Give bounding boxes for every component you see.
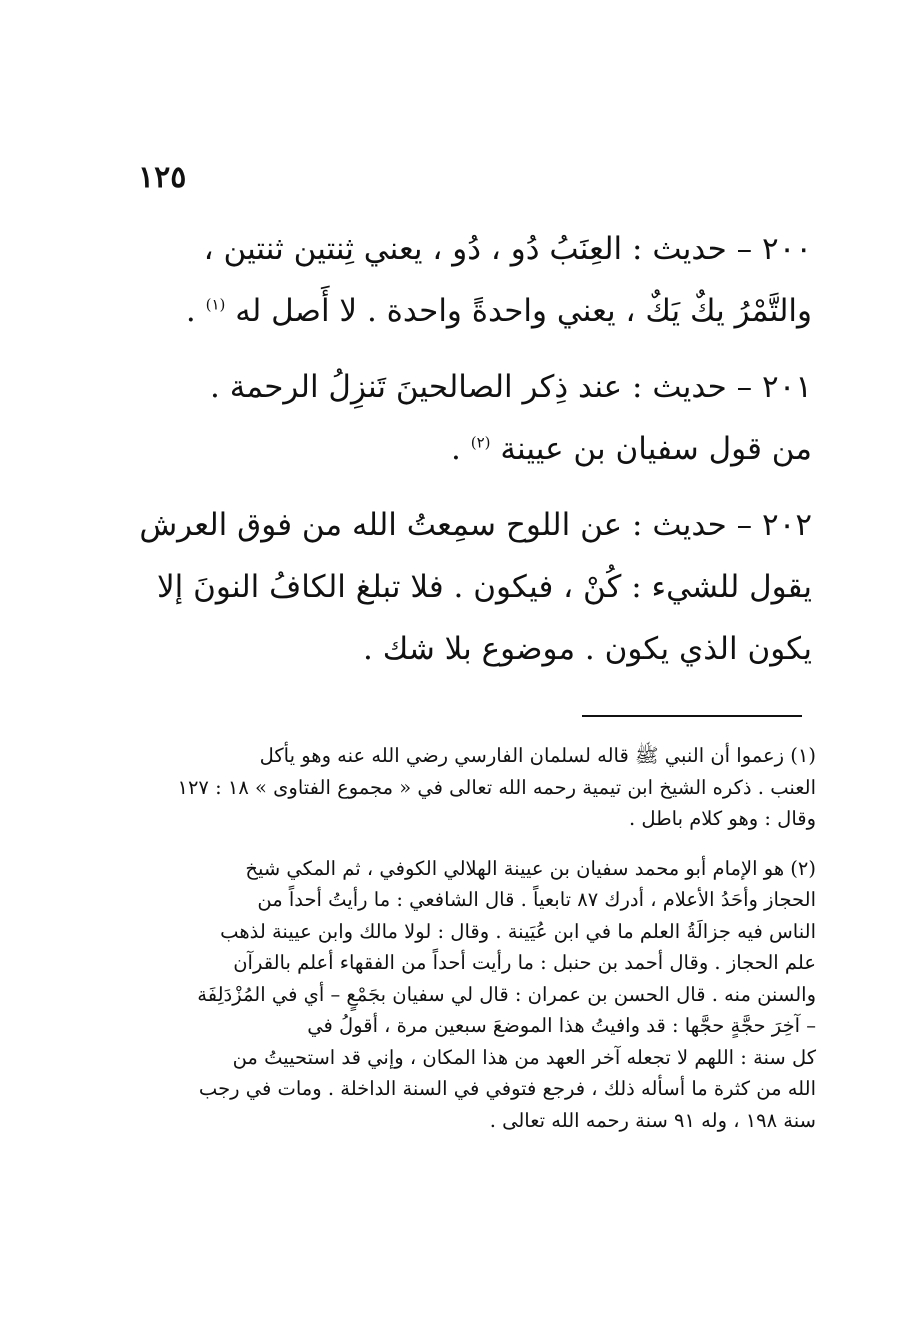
footnote-1 (128, 740, 816, 835)
text-segment: من قول سفيان بن عيينة (500, 431, 812, 467)
text-segment: . (451, 431, 471, 467)
text-segment: والتَّمْرُ يكٌ يَكٌ ، يعني واحدةً واحدة . لا أَصل له (235, 293, 812, 329)
text-line: ٢٠٢ – حديث : عن اللوح سمِعتُ الله من فوق العرش (139, 507, 812, 543)
text-line: ٢٠٠ – حديث : العِنَبُ دُو ، دُو ، يعني ثِنتين ثنتين ، (203, 231, 812, 267)
footnote-line: – آخِرَ حجَّةٍ حجَّها : قد وافيتُ هذا الموضعَ سبعين مرة ، أقولُ في (307, 1014, 816, 1037)
footnote-line: سنة ١٩٨ ، وله ٩١ سنة رحمه الله تعالى . (489, 1108, 816, 1132)
footnotes (128, 740, 816, 1136)
text-line: يكون الذي يكون . موضوع بلا شك . (362, 631, 812, 667)
text-line: يقول للشيء : كُنْ ، فيكون . فلا تبلغ الكافُ النونَ إلا (156, 569, 812, 605)
footnote-line: علم الحجاز . وقال أحمد بن حنبل : ما رأيت أحداً من الفقهاء أعلم بالقرآن (233, 951, 816, 974)
page-number: ١٢٥ (138, 160, 187, 195)
hadith-entry-200 (112, 218, 812, 342)
footnote-line: (١) زعموا أن النبي ﷺ قاله لسلمان الفارسي رضي الله عنه وهو يأكل (259, 744, 816, 767)
footnote-line: كل سنة : اللهم لا تجعله آخر العهد من هذا المكان ، وإني قد استحييتُ من (232, 1045, 816, 1069)
hadith-entry-202 (112, 494, 812, 680)
text-line (112, 280, 812, 342)
footnote-line: الله من كثرة ما أسأله ذلك ، فرجع فتوفي في السنة الداخلة . ومات في رجب (198, 1077, 816, 1100)
text-line: ٢٠١ – حديث : عند ذِكر الصالحينَ تَنزِلُ الرحمة . (209, 369, 812, 405)
footnote-ref: (٢) (470, 433, 491, 452)
footnote-line: وقال : وهو كلام باطل . (628, 807, 816, 830)
text-segment: . (185, 293, 206, 329)
footnote-2 (128, 853, 816, 1137)
footnote-separator (582, 715, 802, 717)
footnote-line: (٢) هو الإمام أبو محمد سفيان بن عيينة الهلالي الكوفي ، ثم المكي شيخ (245, 856, 816, 880)
text-line (112, 418, 812, 480)
footnote-ref: (١) (205, 295, 226, 314)
main-text (112, 218, 812, 680)
footnote-line: العنب . ذكره الشيخ ابن تيمية رحمه الله تعالى في « مجموع الفتاوى » ١٨ : ١٢٧ (177, 775, 816, 799)
footnote-line: والسنن منه . قال الحسن بن عمران : قال لي سفيان بجَمْعٍ – أي في المُزْدَلِفَة (197, 982, 816, 1006)
footnote-line: الناس فيه جزالَةُ العلم ما في ابن عُيَينة . وقال : لولا مالك وابن عيينة لذهب (220, 919, 816, 943)
footnote-line: الحجاز وأحَدُ الأعلام ، أدرك ٨٧ تابعياً . قال الشافعي : ما رأيتُ أحداً من (257, 888, 816, 911)
hadith-entry-201 (112, 356, 812, 480)
